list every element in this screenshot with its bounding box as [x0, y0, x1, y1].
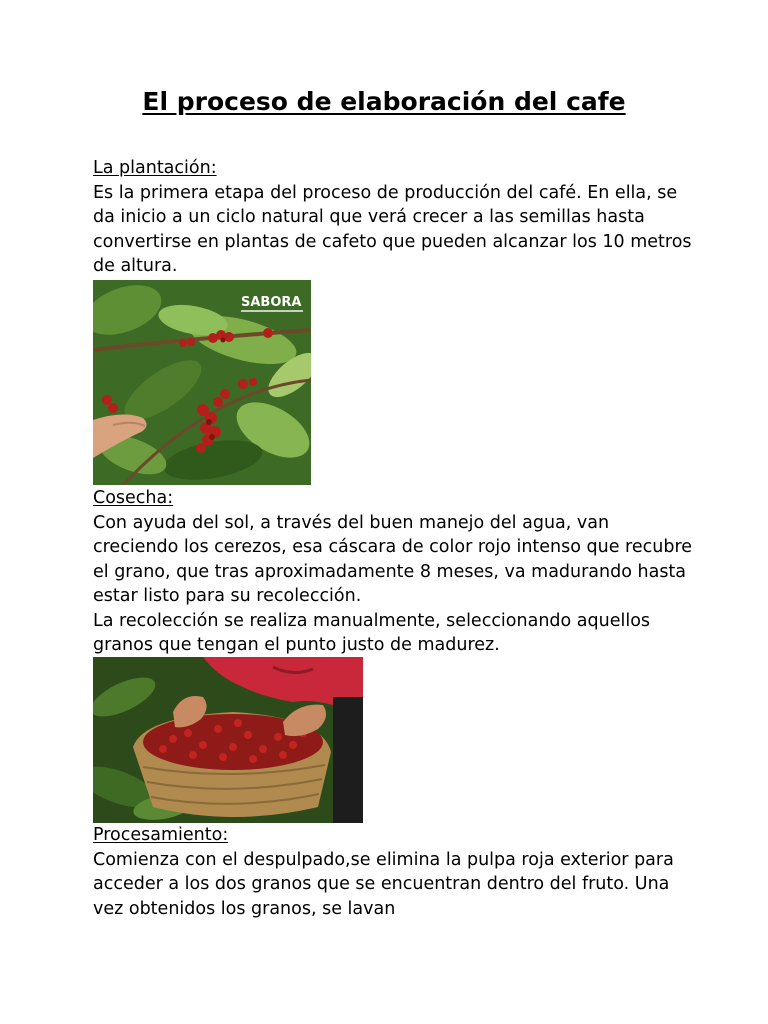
section-heading: Procesamiento: — [93, 825, 229, 845]
sabora-logo: SABORA — [241, 295, 302, 310]
page-title: El proceso de elaboración del cafe — [142, 87, 626, 116]
section-procesamiento — [93, 823, 693, 921]
section-plantacion — [93, 156, 693, 279]
section-paragraph: Con ayuda del sol, a través del buen manejo del agua, van creciendo los cerezos, esa cáscara de color rojo intenso que recubre el grano, que tras aproximadamente 8 meses, va madurando hasta estar listo para su recolección. — [93, 512, 693, 606]
section-heading: La plantación: — [93, 158, 217, 178]
section-heading: Cosecha: — [93, 488, 174, 508]
section-paragraph: Comienza con el despulpado,se elimina la pulpa roja exterior para acceder a los dos granos que se encuentran dentro del fruto. Una vez obtenidos los granos, se lavan — [93, 849, 674, 919]
coffee-basket-photo — [93, 657, 363, 823]
section-cosecha — [93, 486, 693, 658]
section-paragraph: La recolección se realiza manualmente, seleccionando aquellos granos que tengan el punto justo de madurez. — [93, 610, 651, 655]
section-paragraph: Es la primera etapa del proceso de producción del café. En ella, se da inicio a un ciclo natural que verá crecer a las semillas hasta convertirse en plantas de cafeto que pueden alcanzar los 10 metros de altura. — [93, 182, 692, 276]
coffee-plant-photo — [93, 280, 311, 485]
